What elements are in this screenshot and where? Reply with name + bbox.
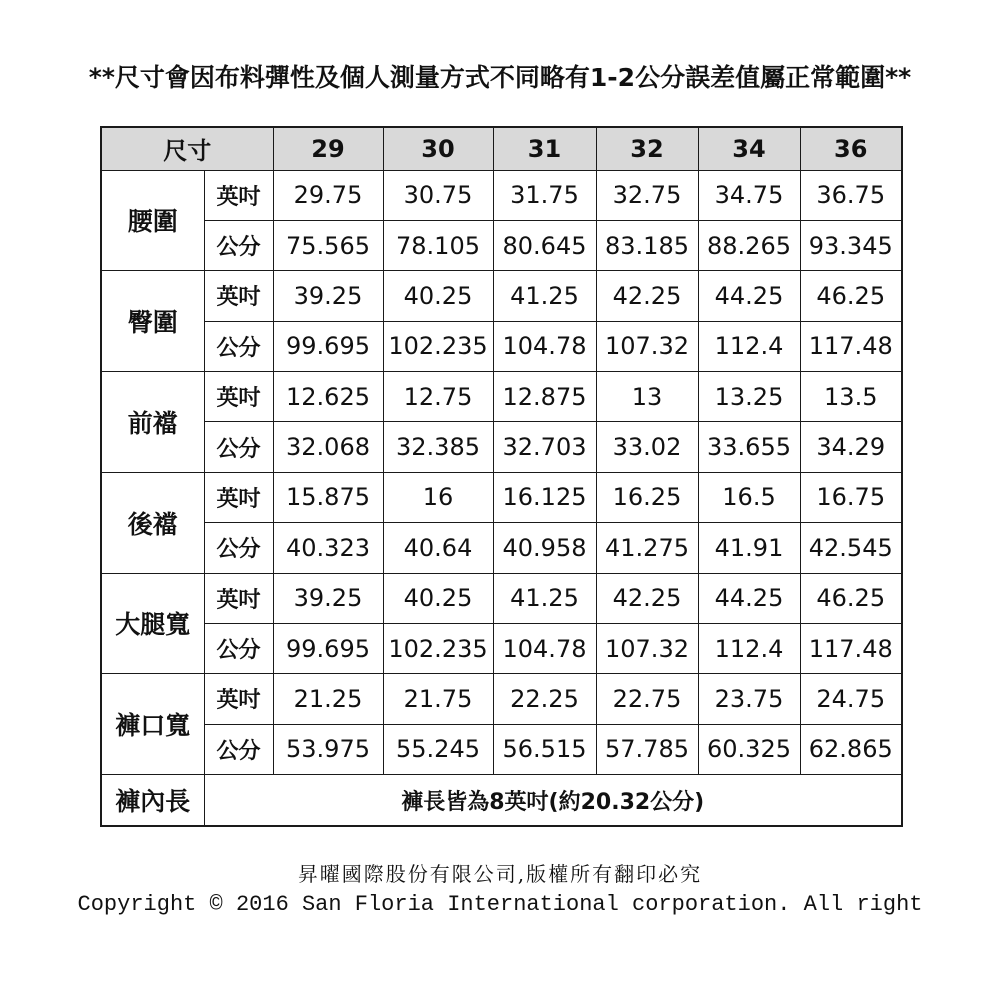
value-cell: 78.105 (383, 220, 493, 270)
size-corner-label: 尺寸 (101, 127, 273, 170)
measurement-row (101, 523, 902, 573)
value-cell: 36.75 (800, 170, 902, 220)
value-cell: 112.4 (698, 321, 800, 371)
value-cell: 39.25 (273, 573, 383, 623)
value-cell: 41.91 (698, 523, 800, 573)
value-cell: 23.75 (698, 674, 800, 724)
value-cell: 32.068 (273, 422, 383, 472)
value-cell: 53.975 (273, 724, 383, 774)
measurement-row (101, 573, 902, 623)
value-cell: 33.655 (698, 422, 800, 472)
value-cell: 32.385 (383, 422, 493, 472)
unit-label: 英吋 (204, 674, 273, 724)
value-cell: 44.25 (698, 573, 800, 623)
value-cell: 93.345 (800, 220, 902, 270)
value-cell: 117.48 (800, 623, 902, 673)
inseam-name: 褲內長 (101, 775, 204, 827)
measurement-row (101, 623, 902, 673)
value-cell: 40.323 (273, 523, 383, 573)
measurement-row (101, 170, 902, 220)
value-cell: 22.75 (596, 674, 698, 724)
unit-label: 公分 (204, 321, 273, 371)
value-cell: 15.875 (273, 472, 383, 522)
size-header-row (101, 127, 902, 170)
value-cell: 57.785 (596, 724, 698, 774)
value-cell: 41.25 (493, 271, 596, 321)
value-cell: 21.25 (273, 674, 383, 724)
measurement-name: 褲口寬 (101, 674, 204, 775)
measurement-row (101, 372, 902, 422)
value-cell: 12.625 (273, 372, 383, 422)
value-cell: 83.185 (596, 220, 698, 270)
value-cell: 41.25 (493, 573, 596, 623)
value-cell: 88.265 (698, 220, 800, 270)
value-cell: 32.75 (596, 170, 698, 220)
value-cell: 62.865 (800, 724, 902, 774)
measurement-row (101, 220, 902, 270)
value-cell: 16.125 (493, 472, 596, 522)
value-cell: 55.245 (383, 724, 493, 774)
unit-label: 英吋 (204, 573, 273, 623)
value-cell: 60.325 (698, 724, 800, 774)
size-header-cell: 29 (273, 127, 383, 170)
size-header-cell: 32 (596, 127, 698, 170)
unit-label: 公分 (204, 724, 273, 774)
value-cell: 16.25 (596, 472, 698, 522)
value-cell: 42.25 (596, 573, 698, 623)
inseam-note: 褲長皆為8英吋(約20.32公分) (204, 775, 902, 827)
value-cell: 34.75 (698, 170, 800, 220)
size-header-cell: 34 (698, 127, 800, 170)
value-cell: 56.515 (493, 724, 596, 774)
unit-label: 公分 (204, 422, 273, 472)
size-header-cell: 30 (383, 127, 493, 170)
value-cell: 40.64 (383, 523, 493, 573)
value-cell: 104.78 (493, 623, 596, 673)
value-cell: 39.25 (273, 271, 383, 321)
value-cell: 99.695 (273, 321, 383, 371)
value-cell: 32.703 (493, 422, 596, 472)
copyright-line: Copyright © 2016 San Floria International corporation. All right (77, 892, 923, 917)
unit-label: 英吋 (204, 271, 273, 321)
unit-label: 英吋 (204, 472, 273, 522)
value-cell: 40.958 (493, 523, 596, 573)
size-header-cell: 36 (800, 127, 902, 170)
unit-label: 英吋 (204, 372, 273, 422)
value-cell: 102.235 (383, 623, 493, 673)
value-cell: 31.75 (493, 170, 596, 220)
value-cell: 21.75 (383, 674, 493, 724)
value-cell: 46.25 (800, 573, 902, 623)
value-cell: 42.25 (596, 271, 698, 321)
measurement-row (101, 472, 902, 522)
measurement-name: 前襠 (101, 372, 204, 473)
value-cell: 40.25 (383, 271, 493, 321)
value-cell: 34.29 (800, 422, 902, 472)
unit-label: 公分 (204, 523, 273, 573)
measurement-row (101, 271, 902, 321)
size-chart-table (100, 126, 903, 827)
value-cell: 46.25 (800, 271, 902, 321)
value-cell: 22.25 (493, 674, 596, 724)
measurement-row (101, 422, 902, 472)
unit-label: 英吋 (204, 170, 273, 220)
measurement-row (101, 724, 902, 774)
measurement-name: 腰圍 (101, 170, 204, 271)
value-cell: 41.275 (596, 523, 698, 573)
measurement-name: 後襠 (101, 472, 204, 573)
value-cell: 13.5 (800, 372, 902, 422)
value-cell: 99.695 (273, 623, 383, 673)
value-cell: 16.75 (800, 472, 902, 522)
value-cell: 104.78 (493, 321, 596, 371)
value-cell: 16 (383, 472, 493, 522)
value-cell: 30.75 (383, 170, 493, 220)
measurement-row (101, 674, 902, 724)
measurement-name: 臀圍 (101, 271, 204, 372)
value-cell: 24.75 (800, 674, 902, 724)
value-cell: 102.235 (383, 321, 493, 371)
company-notice: 昇曜國際股份有限公司,版權所有翻印必究 (297, 862, 703, 886)
value-cell: 117.48 (800, 321, 902, 371)
measurement-name: 大腿寬 (101, 573, 204, 674)
unit-label: 公分 (204, 220, 273, 270)
value-cell: 75.565 (273, 220, 383, 270)
value-cell: 12.875 (493, 372, 596, 422)
value-cell: 107.32 (596, 321, 698, 371)
value-cell: 112.4 (698, 623, 800, 673)
size-header-cell: 31 (493, 127, 596, 170)
value-cell: 44.25 (698, 271, 800, 321)
value-cell: 16.5 (698, 472, 800, 522)
size-table-body (101, 170, 902, 826)
value-cell: 12.75 (383, 372, 493, 422)
measurement-row (101, 321, 902, 371)
value-cell: 13.25 (698, 372, 800, 422)
value-cell: 42.545 (800, 523, 902, 573)
unit-label: 公分 (204, 623, 273, 673)
value-cell: 80.645 (493, 220, 596, 270)
inseam-row (101, 775, 902, 827)
value-cell: 40.25 (383, 573, 493, 623)
value-cell: 13 (596, 372, 698, 422)
value-cell: 33.02 (596, 422, 698, 472)
value-cell: 29.75 (273, 170, 383, 220)
value-cell: 107.32 (596, 623, 698, 673)
size-notice: **尺寸會因布料彈性及個人測量方式不同略有1-2公分誤差值屬正常範圍** (88, 63, 912, 92)
